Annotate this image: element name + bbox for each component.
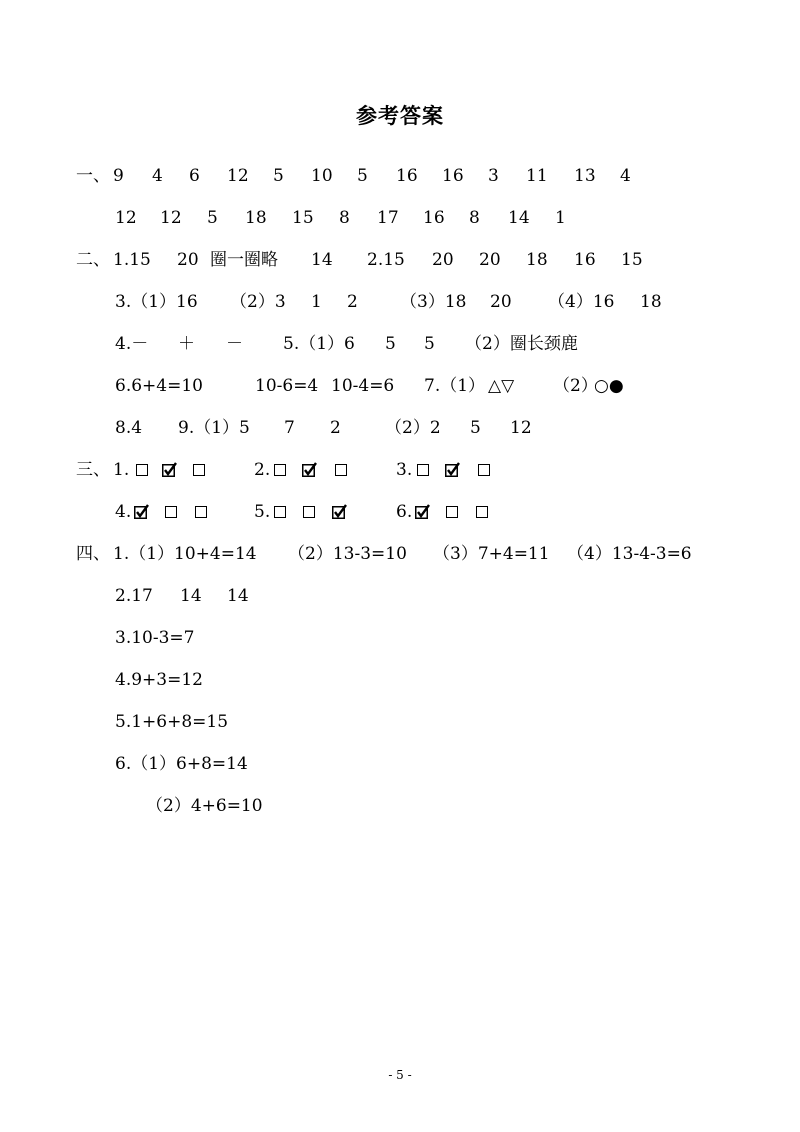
page-title: 参考答案 — [356, 104, 444, 128]
question-number: 5. — [254, 502, 271, 522]
checked-box-icon — [332, 500, 347, 515]
answer: 10 — [311, 166, 333, 186]
empty-box-icon — [136, 464, 148, 476]
answer: 9 — [113, 166, 124, 186]
answer: 8.4 — [115, 418, 143, 438]
answer: 10-4=6 — [331, 376, 395, 396]
empty-box-icon — [417, 464, 429, 476]
section-2-line-5 — [0, 414, 800, 442]
answer: 5 — [385, 334, 396, 354]
answer: 15 — [621, 250, 643, 270]
choice-group — [136, 456, 205, 484]
answer: 1 — [311, 292, 322, 312]
section-3-line-2 — [0, 498, 800, 526]
answer: 18 — [640, 292, 662, 312]
answer: 16 — [574, 250, 596, 270]
answer: 12 — [227, 166, 249, 186]
section-4-line-7 — [0, 792, 800, 820]
answer: 8 — [469, 208, 480, 228]
section-4-line-6 — [0, 750, 800, 778]
answer: 7.（1） — [424, 376, 486, 396]
answer: 14 — [508, 208, 530, 228]
answer: （2）13-3=10 — [288, 544, 407, 564]
question-number: 1. — [113, 460, 130, 480]
answer: 4 — [152, 166, 163, 186]
question-number: 6. — [396, 502, 413, 522]
answer: 6.6+4=10 — [115, 376, 203, 396]
answer: 2.15 — [367, 250, 405, 270]
section-2-line-1 — [0, 246, 800, 274]
checked-box-icon — [302, 458, 317, 473]
answer: 16 — [396, 166, 418, 186]
answer: （4）13-4-3=6 — [567, 544, 692, 564]
answer: （2）圈长颈鹿 — [465, 334, 578, 354]
answer: 17 — [377, 208, 399, 228]
answer: 4.－ — [115, 334, 149, 354]
checked-box-icon — [415, 500, 430, 515]
section-4-line-1 — [0, 540, 800, 568]
answer: 1 — [555, 208, 566, 228]
answer: 11 — [526, 166, 548, 186]
answer: （2）4+6=10 — [146, 796, 263, 816]
section-label: 四、 — [76, 544, 110, 564]
answer: 13 — [574, 166, 596, 186]
answer: 20 — [432, 250, 454, 270]
question-number: 3. — [396, 460, 413, 480]
answer: 12 — [510, 418, 532, 438]
section-1-row-1 — [0, 162, 800, 190]
section-2-line-2 — [0, 288, 800, 316]
answer: 14 — [180, 586, 202, 606]
answer: 14 — [227, 586, 249, 606]
answer: 6 — [189, 166, 200, 186]
section-3-line-1 — [0, 456, 800, 484]
answer: 2 — [347, 292, 358, 312]
answer: 5 — [357, 166, 368, 186]
answer: 2 — [330, 418, 341, 438]
answer: 6.（1）6+8=14 — [115, 754, 248, 774]
checked-box-icon — [134, 500, 149, 515]
answer: 3 — [488, 166, 499, 186]
section-4-line-4 — [0, 666, 800, 694]
section-4-line-5 — [0, 708, 800, 736]
answer: 15 — [292, 208, 314, 228]
answer: 18 — [245, 208, 267, 228]
section-label: 二、 — [76, 250, 110, 270]
section-2-line-3 — [0, 330, 800, 358]
empty-box-icon — [303, 506, 315, 518]
section-4-line-2 — [0, 582, 800, 610]
empty-box-icon — [165, 506, 177, 518]
answer: 14 — [311, 250, 333, 270]
answer: ＋ — [178, 334, 195, 354]
choice-group — [274, 456, 347, 484]
answer: 20 — [479, 250, 501, 270]
empty-box-icon — [274, 506, 286, 518]
answer: － — [226, 334, 243, 354]
choice-group — [415, 498, 488, 526]
triangle-symbols: △▽ — [488, 376, 515, 396]
empty-box-icon — [193, 464, 205, 476]
circle-symbols: ○● — [594, 376, 624, 396]
empty-box-icon — [478, 464, 490, 476]
checked-box-icon — [445, 458, 460, 473]
section-1-row-2 — [0, 204, 800, 232]
answer: 20 — [177, 250, 199, 270]
checked-box-icon — [162, 458, 177, 473]
answer: （4）16 — [548, 292, 615, 312]
section-label: 三、 — [76, 460, 110, 480]
answer: 12 — [160, 208, 182, 228]
question-number: 4. — [115, 502, 132, 522]
answer: 5 — [273, 166, 284, 186]
answer: 1.（1）10+4=14 — [113, 544, 257, 564]
answer: 18 — [526, 250, 548, 270]
answer: 8 — [339, 208, 350, 228]
answer: 圈一圈略 — [210, 250, 278, 270]
answer: 5 — [207, 208, 218, 228]
answer: 10-6=4 — [255, 376, 319, 396]
choice-group — [134, 498, 207, 526]
answer: 20 — [490, 292, 512, 312]
answer: 2.17 — [115, 586, 153, 606]
answer: 7 — [284, 418, 295, 438]
answer: （2） — [553, 376, 598, 396]
section-label: 一、 — [76, 166, 110, 186]
question-number: 2. — [254, 460, 271, 480]
empty-box-icon — [195, 506, 207, 518]
answer: 5.（1）6 — [283, 334, 355, 354]
answer: 5.1+6+8=15 — [115, 712, 229, 732]
empty-box-icon — [335, 464, 347, 476]
answer: 16 — [423, 208, 445, 228]
answer: 12 — [115, 208, 137, 228]
answer: （2）2 — [385, 418, 441, 438]
answer: （3）18 — [400, 292, 467, 312]
answer: 3.10-3=7 — [115, 628, 195, 648]
answer: 1.15 — [113, 250, 151, 270]
answer: 16 — [442, 166, 464, 186]
section-2-line-4 — [0, 372, 800, 400]
answer: 3.（1）16 — [115, 292, 198, 312]
answer: （2）3 — [230, 292, 286, 312]
section-4-line-3 — [0, 624, 800, 652]
answer: 4.9+3=12 — [115, 670, 203, 690]
answer: 9.（1）5 — [178, 418, 250, 438]
choice-group — [274, 498, 347, 526]
answer: 5 — [470, 418, 481, 438]
answer: 4 — [620, 166, 631, 186]
page-number: - 5 - — [388, 1068, 412, 1082]
answer: （3）7+4=11 — [433, 544, 550, 564]
choice-group — [417, 456, 490, 484]
answer: 5 — [424, 334, 435, 354]
empty-box-icon — [446, 506, 458, 518]
empty-box-icon — [476, 506, 488, 518]
empty-box-icon — [274, 464, 286, 476]
